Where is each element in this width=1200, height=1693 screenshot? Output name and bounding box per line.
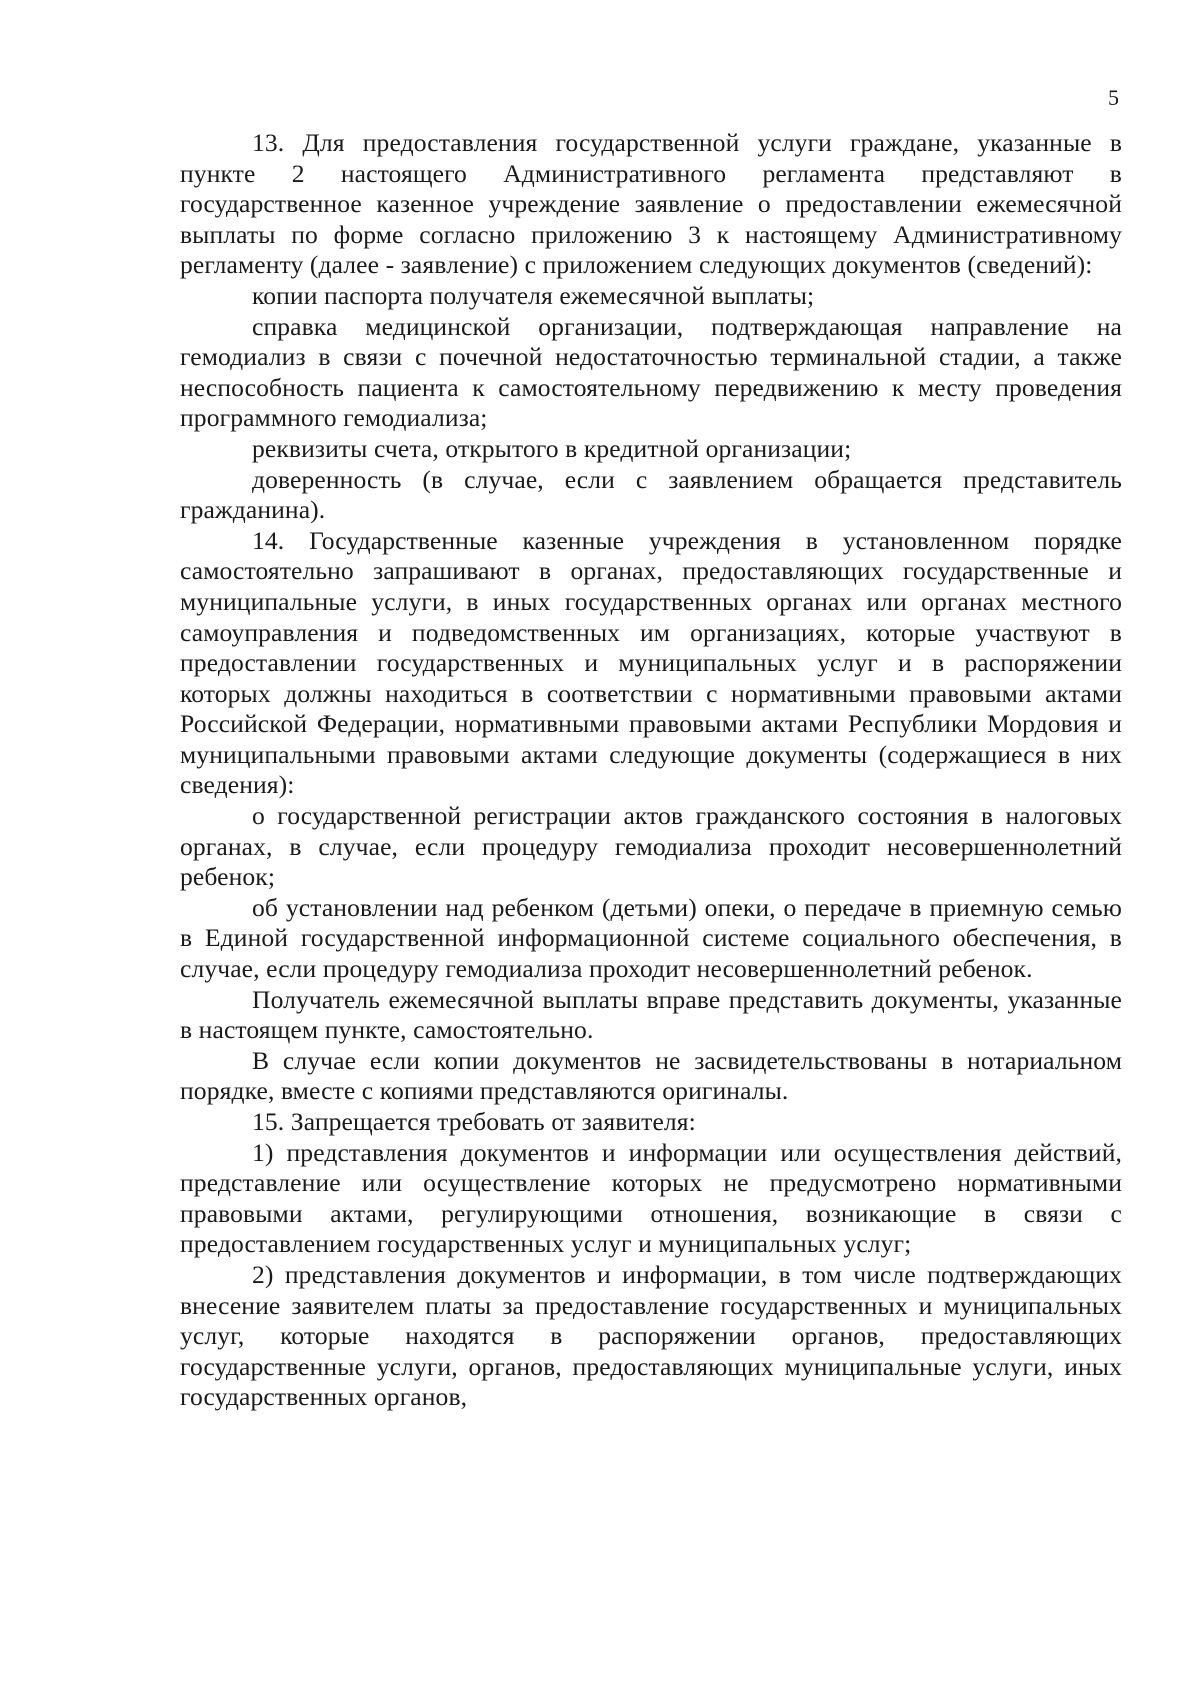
paragraph-self-submission: Получатель ежемесячной выплаты вправе представить документы, указанные в настоящем пункте, самостоятельно. [180,984,1122,1045]
paragraph-13: 13. Для предоставления государственной услуги граждане, указанные в пункте 2 настоящего Административного регламента представляют в государственное казенное учреждение заявление о предоставлении ежемесячной выплаты по форме согласно приложению 3 к настоящему Административному регламенту (далее - заявление) с приложением следующих документов (сведений): [180,128,1122,280]
paragraph-power-of-attorney: доверенность (в случае, если с заявлением обращается представитель гражданина). [180,464,1122,525]
paragraph-guardianship: об установлении над ребенком (детьми) опеки, о передаче в приемную семью в Единой государственной информационной системе социального обеспечения, в случае, если процедуру гемодиализа проходит несовершеннолетний ребенок. [180,892,1122,984]
paragraph-14: 14. Государственные казенные учреждения в установленном порядке самостоятельно запрашивают в органах, предоставляющих государственные и муниципальные услуги, в иных государственных органах или органах местного самоуправления и подведомственных им организациях, которые участвуют в предоставлении государственных и муниципальных услуг и в распоряжении которых должны находиться в соответствии с нормативными правовыми актами Российской Федерации, нормативными правовыми актами Республики Мордовия и муниципальными правовыми актами следующие документы (содержащиеся в них сведения): [180,525,1122,800]
paragraph-bank-details: реквизиты счета, открытого в кредитной организации; [252,433,852,463]
paragraph-15-item-1: 1) представления документов и информации или осуществления действий, представление или осуществление которых не предусмотрено нормативными правовыми актами, регулирующими отношения, возникающие в связи с предоставлением государственных услуг и муниципальных услуг; [180,1137,1122,1259]
paragraph-originals: В случае если копии документов не засвидетельствованы в нотариальном порядке, вместе с копиями представляются оригиналы. [180,1045,1122,1106]
paragraph-15-item-2: 2) представления документов и информации, в том числе подтверждающих внесение заявителем платы за предоставление государственных и муниципальных услуг, которые находятся в распоряжении органов, предоставляющих государственные услуги, органов, предоставляющих муниципальные услуги, иных государственных органов, [180,1259,1122,1412]
paragraph-civil-registration: о государственной регистрации актов гражданского состояния в налоговых органах, в случае, если процедуру гемодиализа проходит несовершеннолетний ребенок; [180,801,1122,892]
paragraph-medical-certificate: справка медицинской организации, подтверждающая направление на гемодиализ в связи с почечной недостаточностью терминальной стадии, а также неспособность пациента к самостоятельному передвижению к месту проведения программного гемодиализа; [180,311,1122,433]
paragraph-15: 15. Запрещается требовать от заявителя: [252,1107,696,1136]
page-number: 5 [1108,85,1119,110]
paragraph-passport-copies: копии паспорта получателя ежемесячной выплаты; [252,280,815,310]
document-body [180,128,1122,1413]
